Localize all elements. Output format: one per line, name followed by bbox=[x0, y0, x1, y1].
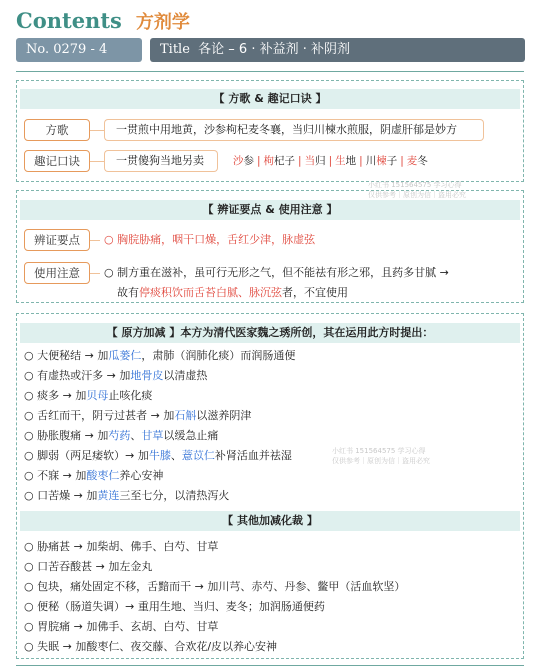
item-e: 补肾活血并祛湿 bbox=[214, 449, 292, 462]
list-item: ○ 胁痛甚 → 加柴胡、佛手、白芍、甘草 bbox=[24, 540, 219, 553]
list-item: ○ 包块，痛处固定不移，舌黯而干 → 加川芎、赤芍、丹参、鳖甲（活血软坚） bbox=[24, 580, 406, 593]
item-a: 口苦燥 → 加 bbox=[37, 489, 98, 502]
herb: 酸枣仁 bbox=[86, 469, 120, 482]
herb: 芍药 bbox=[108, 429, 131, 442]
herb: 牛膝 bbox=[148, 449, 171, 462]
list-item: ○ 口苦吞酸甚 → 加左金丸 bbox=[24, 560, 153, 573]
list-item: ○ 便秘（肠道失调）→ 重用生地、当归、麦冬；加润肠通便药 bbox=[24, 600, 325, 613]
other-heading: 【 其他加减化裁 】 bbox=[20, 511, 520, 531]
other-text: 胁痛甚 → 加柴胡、佛手、白芍、甘草 bbox=[37, 540, 219, 553]
connector bbox=[90, 273, 100, 274]
diagnosis-heading: 【 辨证要点 & 使用注意 】 bbox=[20, 200, 520, 220]
herb: 贝母 bbox=[86, 389, 109, 402]
list-item: ○ 舌红而干，阴亏过甚者 → 加石斛以滋养阴津 bbox=[24, 409, 252, 422]
note-label: 使用注意 bbox=[24, 262, 90, 284]
item-c: 三至七分，以清热泻火 bbox=[119, 489, 230, 502]
mnemonic-heading: 【 方歌 & 趣记口诀 】 bbox=[20, 89, 520, 109]
list-item: ○ 口苦燥 → 加黄连三至七分，以清热泻火 bbox=[24, 489, 230, 502]
number-text: No. 0279 - 4 bbox=[26, 42, 108, 57]
connector bbox=[90, 161, 104, 162]
other-text: 便秘（肠道失调）→ 重用生地、当归、麦冬；加润肠通便药 bbox=[37, 600, 325, 613]
bracket-right bbox=[212, 150, 218, 172]
divider: | bbox=[359, 155, 363, 167]
item-a: 舌红而干，阴亏过甚者 → 加 bbox=[37, 409, 175, 422]
item-c: 以清虚热 bbox=[163, 369, 208, 382]
list-item: ○ 大便秘结 → 加瓜蒌仁，肃肺（润肺化痰）而润肠通便 bbox=[24, 349, 296, 362]
herb: 地骨皮 bbox=[130, 369, 164, 382]
watermark-line: 仅供参考｜原创为信｜盗用必究 bbox=[332, 457, 430, 465]
fangge-label: 方歌 bbox=[24, 119, 90, 141]
decode-rest: 川 bbox=[365, 155, 377, 167]
herb: 薏苡仁 bbox=[181, 449, 215, 462]
title-label: Title bbox=[160, 42, 190, 57]
other-text: 胃脘痛 → 加佛手、玄胡、白芍、甘草 bbox=[37, 620, 219, 633]
watermark bbox=[332, 446, 430, 466]
list-item: ○ 失眠 → 加酸枣仁、夜交藤、合欢花/皮以养心安神 bbox=[24, 640, 278, 653]
item-c: 以滋养阴津 bbox=[196, 409, 252, 422]
list-item: ○ 胁胀腹痛 → 加芍药、甘草以缓急止痛 bbox=[24, 429, 219, 442]
bullet: ○ bbox=[104, 233, 118, 246]
decode-hi: 枸 bbox=[263, 155, 275, 167]
list-item: ○ 不寐 → 加酸枣仁养心安神 bbox=[24, 469, 164, 482]
divider: | bbox=[400, 155, 404, 167]
item-a: 大便秘结 → 加 bbox=[37, 349, 109, 362]
fangge-text: 一贯煎中用地黄，沙参枸杞麦冬襄，当归川楝水煎服，阴虚肝郁是妙方 bbox=[110, 119, 478, 141]
decode-rest: 冬 bbox=[417, 155, 428, 167]
herb: 瓜蒌仁 bbox=[108, 349, 142, 362]
title-text: 各论 – 6 · 补益剂 · 补阴剂 bbox=[198, 42, 351, 57]
title-bar bbox=[150, 38, 525, 62]
header-title-en: Contents bbox=[16, 8, 122, 33]
watermark-line: 仅供参考｜原创为信｜盗用必究 bbox=[368, 191, 466, 199]
item-c: 养心安神 bbox=[119, 469, 164, 482]
bracket-right bbox=[478, 119, 484, 141]
divider: | bbox=[298, 155, 302, 167]
herb: 黄连 bbox=[97, 489, 120, 502]
note-post: 者，不宜使用 bbox=[282, 286, 348, 299]
list-item: ○ 胃脘痛 → 加佛手、玄胡、白芍、甘草 bbox=[24, 620, 219, 633]
decode-rest: 杞子 bbox=[274, 155, 296, 167]
item-a: 有虚热或汗多 → 加 bbox=[37, 369, 131, 382]
decode-hi: 麦 bbox=[406, 155, 418, 167]
decode-hi: 沙 bbox=[233, 155, 244, 167]
other-text: 失眠 → 加酸枣仁、夜交藤、合欢花/皮以养心安神 bbox=[37, 640, 278, 653]
decode-rest: 归 bbox=[315, 155, 326, 167]
other-text: 包块，痛处固定不移，舌黯而干 → 加川芎、赤芍、丹参、鳖甲（活血软坚） bbox=[37, 580, 406, 593]
list-item: ○ 痰多 → 加贝母止咳化痰 bbox=[24, 389, 153, 402]
item-a: 不寐 → 加 bbox=[37, 469, 87, 482]
decode-rest: 参 bbox=[243, 155, 254, 167]
item-c: 、 bbox=[170, 449, 182, 462]
watermark-line: 小红书 151564575 学习心得 bbox=[368, 181, 462, 189]
decode-hi: 生 bbox=[335, 155, 346, 167]
item-c: 止咳化痰 bbox=[108, 389, 153, 402]
item-e: 以缓急止痛 bbox=[163, 429, 219, 442]
list-item: ○ 脚弱（两足痿软）→ 加牛膝、薏苡仁补肾活血并祛湿 bbox=[24, 449, 292, 462]
item-a: 痰多 → 加 bbox=[37, 389, 87, 402]
divider: | bbox=[328, 155, 333, 167]
note-highlight: 停痰积饮而舌苔白腻、脉沉弦 bbox=[139, 286, 282, 299]
connector bbox=[90, 130, 104, 131]
item-a: 脚弱（两足痿软）→ 加 bbox=[37, 449, 149, 462]
item-a: 胁胀腹痛 → 加 bbox=[37, 429, 109, 442]
note-line1-text: 制方重在滋补，虽可行无形之气，但不能祛有形之邪，且药多甘腻 → bbox=[117, 266, 449, 279]
page-header bbox=[16, 8, 190, 36]
other-text: 口苦吞酸甚 → 加左金丸 bbox=[37, 560, 153, 573]
key-text-value: 胸脘胁痛，咽干口燥，舌红少津，脉虚弦 bbox=[117, 233, 316, 246]
connector bbox=[90, 240, 100, 241]
header-title-zh: 方剂学 bbox=[135, 12, 190, 33]
herb: 石斛 bbox=[174, 409, 197, 422]
decode-hi: 楝 bbox=[376, 155, 387, 167]
note-line1: ○ 制方重在滋补，虽可行无形之气，但不能祛有形之邪，且药多甘腻 → bbox=[104, 266, 449, 279]
note-line2 bbox=[117, 285, 348, 301]
divider: | bbox=[257, 155, 261, 167]
footer-divider bbox=[16, 665, 524, 666]
header-divider bbox=[16, 71, 524, 72]
watermark-line: 小红书 151564575 学习心得 bbox=[332, 447, 426, 455]
modify-heading: 【 原方加减 】本方为清代医家魏之琇所创，其在运用此方时提出： bbox=[20, 323, 520, 343]
decode-rest: 地 bbox=[345, 155, 357, 167]
item-c: 、 bbox=[130, 429, 142, 442]
herb: 甘草 bbox=[141, 429, 164, 442]
list-item: ○ 有虚热或汗多 → 加地骨皮以清虚热 bbox=[24, 369, 208, 382]
decode-hi: 当 bbox=[304, 155, 316, 167]
decode-rest: 子 bbox=[386, 155, 398, 167]
item-c: ，肃肺（润肺化痰）而润肠通便 bbox=[141, 349, 296, 362]
note-pre: 故有 bbox=[117, 286, 139, 299]
key-label: 辨证要点 bbox=[24, 229, 90, 251]
number-bar bbox=[16, 38, 142, 62]
key-text bbox=[104, 232, 315, 248]
quji-text: 一贯傻狗当地另卖 bbox=[110, 150, 212, 172]
quji-label: 趣记口诀 bbox=[24, 150, 90, 172]
quji-decode bbox=[233, 153, 428, 169]
